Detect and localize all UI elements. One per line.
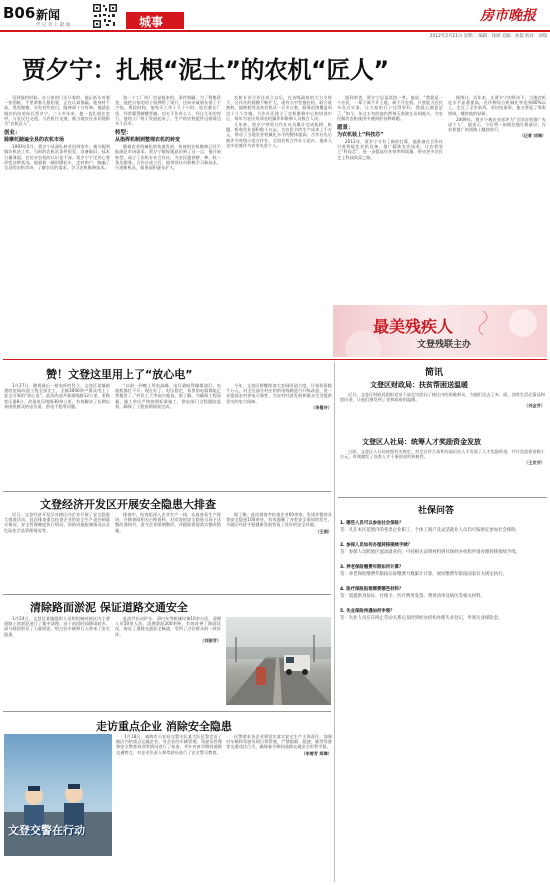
brief-item2 bbox=[340, 449, 545, 494]
page-number: B06 bbox=[3, 4, 36, 22]
qa-item: 答：参保人员跨地区流动就业的，可持相关证明材料到社保经办机构申请办理转移接续手续。 bbox=[340, 550, 521, 555]
road-photo bbox=[226, 617, 331, 705]
qa-item: 答：凡在本区范围内的各类企业职工、个体工商户及灵活就业人员均可按规定参加社会保险。 bbox=[340, 528, 521, 533]
qa-list bbox=[340, 520, 545, 870]
lead-col2-para: 第一个工厂的厂房是租来的，条件简陋。为了筹集资金，他把自家的房子抵押给了银行，还向亲戚朋友借了不少钱。那段时间，他每天工作十几个小时，吃住都在厂里，经常累得腰酸背痛。功夫不负有心人，经过几年的努力，他的工厂终于发展起来了，生产的农机配件远销周边多个县市。 bbox=[115, 95, 221, 127]
brief-item1-text: 近日，文登区财政局组织党员干部走访慰问了辖区内的困难群众，为他们送去了米、面、油等生活必需品和慰问金，让他们感受到了党和政府的温暖。 bbox=[340, 392, 545, 403]
lead-col4-para: 提到荣誉，贾夕宁总是淡淡一笑。他说：“我就是一个农民，一辈子离不开土地，离不开农机。只要能为农民多办点实事，让大家的日子过得更好，我就心满意足了。”如今，年过五旬的他仍然每天奔波在田间地头，为农民解决农机使用中遇到的各种难题。 bbox=[337, 95, 443, 121]
lead-subhead-2b: 从指挥机制到整理农机的转变 bbox=[115, 137, 181, 144]
story3-col1-para: 近日，文登经济开发区对辖区内企业开展了安全隐患大排查活动。此次排查重点检查企业的安全生产责任制落实情况、安全管理制度执行情况、消防设施配备情况以及危险化学品管理情况等。 bbox=[4, 512, 110, 533]
brief-item1 bbox=[340, 392, 545, 432]
lead-col-5 bbox=[448, 95, 546, 305]
section-slogan: 代 记 者 上 最 线 bbox=[36, 23, 71, 28]
lead-subhead-3b: 为农机装上“科技芯” bbox=[337, 132, 384, 139]
brief-item2-byline: （王发芳） bbox=[524, 460, 545, 466]
lead-col-3 bbox=[226, 95, 332, 305]
brief-header: 简讯 bbox=[425, 368, 444, 378]
lead-col1-para: 见到他的时候，办公室的门关开着的，他正低头对着一张图纸，手里拿着几根铅笔，正在认真推敲。他身材不高，黑黑瘦瘦，头发有些花白，眼神却十分有神。他就是镇农机站的站长贾夕宁。三十多年来，他一直扎根在农村，与农民打交道，与农机打交道，被当地农民亲切地称为“农机匠人”。 bbox=[4, 95, 110, 127]
story3-byline: （王娟） bbox=[315, 528, 332, 534]
lead-byline: （记者 刘瑞） bbox=[519, 133, 546, 139]
story4-col-2 bbox=[115, 616, 221, 708]
story2-byline: （李曼玲） bbox=[311, 404, 332, 410]
lead-col5b-para: 2009年，贾夕宁被农业部评为“全国农机推广先进个人”，他表示，今后将一如既往地扎根基层，在农机推广的道路上继续前行。 bbox=[448, 116, 546, 133]
qa-item: 答：养老保险缴费年限按实际缴费月数累计计算，视同缴费年限按国家有关规定执行。 bbox=[340, 572, 507, 577]
lead-subhead-2: 转型： bbox=[115, 130, 132, 137]
date-line: 2012年2月21日 星期二 编辑：钱斌 美编：孙磊 校对：刘瑞 bbox=[429, 34, 547, 39]
banner-subtitle: 文登残联主办 bbox=[417, 340, 472, 350]
promo-photo bbox=[4, 734, 112, 856]
lead-subhead-1b: 骑摩托踏遍全县的农机市场 bbox=[4, 137, 65, 144]
story3-col2-para: 排查中，检查组深入企业生产一线，认真查看生产现场，仔细查阅相关台账资料，对发现的安全隐患当场下达整改通知书，责令企业限期整改，并跟踪督促落实整改措施。 bbox=[115, 512, 221, 533]
qa-header: 社保问答 bbox=[418, 506, 455, 516]
story2-col2-para: “以前一到晚上用电高峰，电灯就暗得像煤油灯，电视机都打不开。现在好了，电压稳定，家里的电器都能正常使用了。”村民王大爷高兴地说。据了解，为确保工程质量，施工单位严格按照标准施工，供电部门全程跟踪监督，确保了工程按期保质完成。 bbox=[115, 383, 221, 409]
story5-col-2 bbox=[226, 734, 332, 856]
story5-byline: （李雪芳 郑琳） bbox=[301, 750, 332, 756]
lead-col-2 bbox=[115, 95, 221, 305]
newspaper-logo: 房市晚报 bbox=[480, 8, 536, 24]
story4-byline: （刘丽芳） bbox=[200, 637, 221, 643]
story2-col3-para: 今年，文登区将继续加大农网改造力度，计划投资数千万元，对全区部分村庄的供电线路进行升级改造，进一步提高农村供电可靠性，为农村经济发展和群众生活提供坚实的电力保障。 bbox=[226, 383, 332, 404]
story3-col-2 bbox=[115, 512, 221, 590]
story2-col-3 bbox=[226, 383, 332, 487]
story2-col-2 bbox=[115, 383, 221, 487]
brief-item2-title: 文登区人社局：统筹人才奖励资金发放 bbox=[362, 438, 481, 446]
lead-subhead-1: 创业： bbox=[4, 130, 21, 137]
story4-col1-para: 1月24日，文登区某镇组织人员和机械对辖区内主要道路上的淤泥进行了集中清理。由于前段时间降雨较多，部分路段积存了大量淤泥，给过往车辆和行人带来了安全隐患。 bbox=[4, 616, 110, 637]
promo-title: 文登交警在行动 bbox=[8, 824, 85, 837]
story2-headline: 赞！文登这里用上了“放心电” bbox=[46, 368, 193, 381]
story5-headline: 走访重点企业 消除安全隐患 bbox=[96, 720, 232, 733]
story2-col1-para: 1月27日，随着最后一根电杆的竖立，文登区某镇新建的农网改造工程全部完工，全镇3000余户群众用上了安全可靠的“放心电”。此次改造共新建线路12公里，更换变压器8台，改造低压线路30余公里，有效解决了长期以来困扰群众的电压低、供电不稳等问题。 bbox=[4, 383, 110, 409]
lead-col3-para: 农机专业合作社成立以后，在各级政府的大力支持下，合作社的规模不断扩大，现有大中型拖拉机、联合收割机、插秧机等各类农机具一百多台套，服务范围覆盖周边十几个乡镇。合作社还建立了农机维修中心和培训中心，每年为农民培训农机操作和维修人员数百人次。 bbox=[226, 95, 332, 121]
lead-headline: 贾夕宁：扎根“泥土”的农机“匠人” bbox=[22, 56, 389, 84]
section-name: 新闻 bbox=[36, 8, 61, 22]
story4-col2-para: 此次共出动铲车、清扫车等机械设备10余台次，清理人员50余人次，清理淤泥200余吨，有效改善了路面状况，保证了道路交通安全畅通，受到了过往群众的一致好评。 bbox=[115, 616, 221, 637]
lead-col5-para: 据统计，近年来，在贾夕宁的带动下，当地农机化水平显著提高，农作物综合机械化率达到80%以上，走在了全市前列。采访结束时，他又拿起了那张图纸，继续他的钻研。 bbox=[448, 95, 546, 116]
qr-code-icon bbox=[92, 3, 118, 29]
story5-col1-para: 1月18日，威海市公安局交警支队某大队民警走访了辖区内的重点运输企业，对企业的车辆管理、驾驶员管理和安全教育培训等情况进行了检查，并针对春节期间道路交通特点，对企业负责人和驾驶员进行了安全警示教育。 bbox=[116, 734, 222, 755]
qa-item: 答：失业人员应在终止劳动关系后及时到经办机构办理失业登记，申领失业保险金。 bbox=[340, 616, 503, 621]
promo-banner bbox=[333, 305, 547, 357]
qa-item: 2. 参保人员如何办理转移接续手续？ bbox=[340, 543, 413, 548]
lead-col-1 bbox=[4, 95, 110, 305]
story4-col-1 bbox=[4, 616, 110, 708]
qa-item: 答：需提供身份证、社保卡、医疗费用发票、费用清单及病历等相关材料。 bbox=[340, 594, 485, 599]
story5-col-1 bbox=[116, 734, 222, 856]
lead-col2b-para: 随着农业机械化的快速发展，传统的农机维修已经不能满足市场需求。贾夕宁敏锐地意识到了这一点，他开始转型，成立了农机专业合作社，为农民提供耕、种、收一条龙服务。合作社成立后，他带领社员积极学习新技术，引进新机具，服务面积逐年扩大。 bbox=[115, 144, 221, 171]
qa-item: 1. 哪些人员可以参加社会保险？ bbox=[340, 521, 404, 526]
brief-item1-title: 文登区财政局：扶贫帮困送温暖 bbox=[370, 381, 468, 389]
story3-col3-para: 据了解，此次排查共检查企业60余家，发现并整改各类安全隐患100余处，有效遏制了各类安全事故的发生，为辖区经济平稳健康发展营造了良好的安全环境。 bbox=[226, 512, 332, 528]
qa-item: 3. 养老保险缴费年限如何计算？ bbox=[340, 565, 404, 570]
lead-subhead-3: 愿景： bbox=[337, 125, 354, 132]
section-tag-label: 城事 bbox=[139, 15, 164, 29]
brief-item1-byline: （刘金芳） bbox=[524, 403, 545, 409]
qa-item: 4. 医疗保险报销需要哪些材料？ bbox=[340, 587, 404, 592]
lead-col3b-para: 几年来，贾夕宁带领合作社社员累计完成机耕、机播、机收作业面积数十万亩，为农民节约生产成本上千万元，带动了当地农业机械化水平的整体提高。合作社先后被评为省级示范合作社、全国农机合作社示范社，他本人也多次被评为省市先进个人。 bbox=[226, 122, 332, 148]
section-tag bbox=[126, 12, 184, 29]
brief-item2-text: 日前，文登区人社局按照有关规定，对全区符合条件的高层次人才发放了人才奖励资金，共计发放资金数十万元，有效激发了各类人才干事创业的积极性。 bbox=[340, 449, 545, 460]
qa-item: 5. 失业保险待遇如何申领？ bbox=[340, 609, 395, 614]
story3-col-1 bbox=[4, 512, 110, 590]
story2-col-1 bbox=[4, 383, 110, 487]
lead-col1b-para: 1993年5月，贾夕宁从部队转业回到家乡，被分配到镇农机站工作。当时的农机站条件很差，设备陈旧，技术力量薄弱，农民对农机的认识也不深。贾夕宁下定决心要改变这种状况。他骑着一辆旧摩托车，走村串户，跑遍了全县的农机市场，了解农民的需求，学习农机维修技术。 bbox=[4, 144, 110, 171]
banner-title: 最美残疾人 bbox=[373, 317, 454, 336]
lead-col-4 bbox=[337, 95, 443, 305]
story5-col2-para: 民警要求各企业要切实落实安全生产主体责任，加强对车辆和驾驶员的日常管理，严禁超载、超速、疲劳驾驶等交通违法行为，确保春节期间道路交通安全形势平稳。 bbox=[226, 734, 332, 750]
story3-headline: 文登经济开发区开展安全隐患大排查 bbox=[40, 498, 216, 511]
story4-headline: 清除路面淤泥 保证道路交通安全 bbox=[30, 601, 188, 614]
lead-col4b-para: 2012年，贾夕宁又有了新的打算，他准备在合作社引进智能化农机设备，推广精准农业技术，让农机装上“科技芯”，进一步提高作业效率和质量，带动更多农民走上科技致富之路。 bbox=[337, 139, 443, 160]
story3-col-3 bbox=[226, 512, 332, 590]
